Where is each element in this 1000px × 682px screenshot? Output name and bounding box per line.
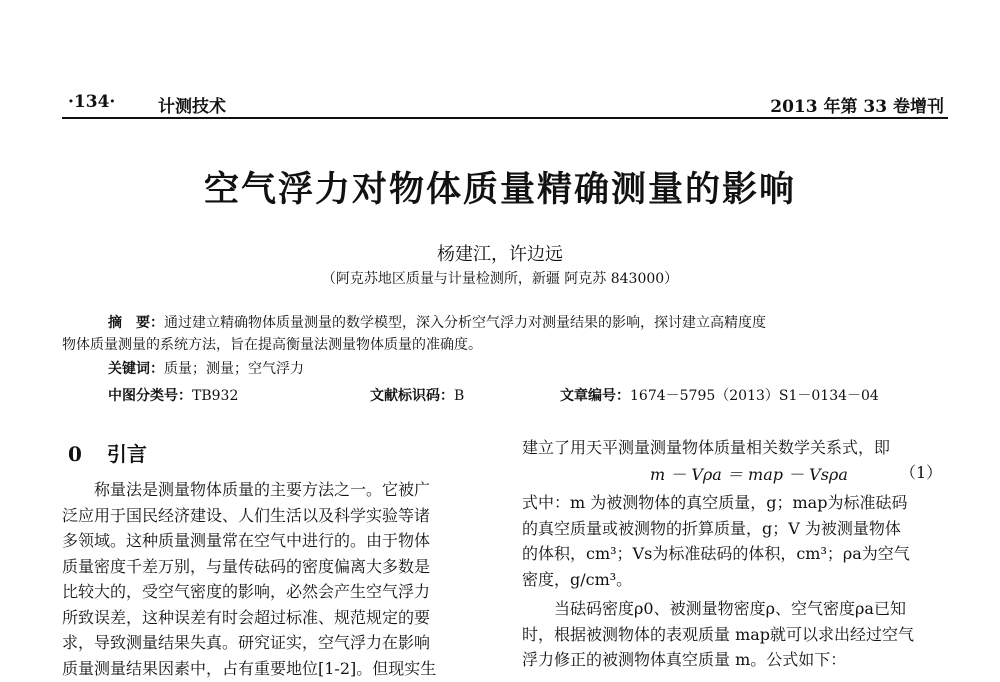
doc-value: B: [454, 388, 465, 404]
paragraph-line: 浮力修正的被测物体真空质量 m。公式如下：: [522, 650, 847, 669]
paragraph-line: 质量测量结果因素中，占有重要地位[1-2]。但现实生: [62, 658, 437, 678]
issue-info: 2013 年第 33 卷增刊: [770, 97, 944, 117]
paragraph-line: 质量密度千差万别，与量传砝码的密度偏离大多数是: [62, 556, 431, 576]
left-column: [62, 477, 436, 681]
definition-line: 式中：m 为被测物体的真空质量，g；map为标准砝码: [522, 493, 908, 512]
definition-line: 密度，g/cm³。: [522, 569, 633, 589]
definition-line: 的体积，cm³；Vs为标准砝码的体积，cm³；ρa为空气: [522, 544, 910, 563]
paragraph-line: 求，导致测量结果失真。研究证实，空气浮力在影响: [62, 633, 431, 652]
journal-name: 计测技术: [158, 97, 226, 117]
clc-number: [108, 385, 238, 405]
article-title: 空气浮力对物体质量精确测量的影响: [203, 170, 796, 210]
keywords: [108, 358, 304, 380]
paragraph-line: 称量法是测量物体质量的主要方法之一。它被广: [62, 480, 431, 499]
abstract-text-1: 通过建立精确物体质量测量的数学模型，深入分析空气浮力对测量结果的影响，探讨建立高精度度: [164, 315, 766, 331]
article-value: 1674－5795（2013）S1－0134－04: [630, 388, 879, 404]
clc-value: TB932: [192, 388, 239, 404]
keywords-text: 质量；测量；空气浮力: [164, 361, 304, 377]
paragraph-line: 比较大的，受空气密度的影响，必然会产生空气浮力: [62, 582, 431, 601]
equation-number: （1）: [900, 463, 943, 482]
paragraph-line: 时，根据被测物体的表观质量 map就可以求出经过空气: [522, 624, 915, 644]
right-paragraph-2: [522, 596, 914, 673]
authors: 杨建江，许边远: [437, 244, 563, 265]
right-intro: 建立了用天平测量测量物体质量相关数学关系式，即: [522, 438, 891, 457]
section-heading: [68, 438, 147, 467]
abstract-line-1: [108, 312, 766, 334]
paragraph-line: 多领域。这种质量测量常在空气中进行的。由于物体: [62, 531, 431, 550]
abstract-line-2: 物体质量测量的系统方法，旨在提高衡量法测量物体质量的准确度。: [62, 337, 482, 353]
affiliation: （阿克苏地区质量与计量检测所，新疆 阿克苏 843000）: [321, 271, 679, 287]
article-number: [560, 385, 879, 405]
clc-label: 中图分类号：: [108, 388, 192, 404]
abstract-label: 摘 要：: [108, 315, 164, 331]
equation-1: m － Vρa ＝ map － Vsρa: [650, 465, 848, 484]
doc-label: 文献标识码：: [370, 388, 454, 404]
header-rule: [62, 117, 948, 119]
paragraph-line: 所致误差，这种误差有时会超过标准、规范规定的要: [62, 607, 431, 627]
paragraph-line: 泛应用于国民经济建设、人们生活以及科学实验等诸: [62, 505, 431, 525]
keywords-label: 关键词：: [108, 361, 164, 377]
section-number: 0: [68, 442, 82, 466]
definition-line: 的真空质量或被测物的折算质量，g；V 为被测量物体: [522, 518, 901, 538]
variable-definitions: [522, 490, 910, 592]
paragraph-line: 当砝码密度ρ0、被测量物密度ρ、空气密度ρa已知: [522, 599, 906, 618]
page-number: ·134·: [68, 92, 116, 112]
doc-code: [370, 385, 464, 405]
section-title: 引言: [106, 442, 147, 466]
article-label: 文章编号：: [560, 388, 630, 404]
